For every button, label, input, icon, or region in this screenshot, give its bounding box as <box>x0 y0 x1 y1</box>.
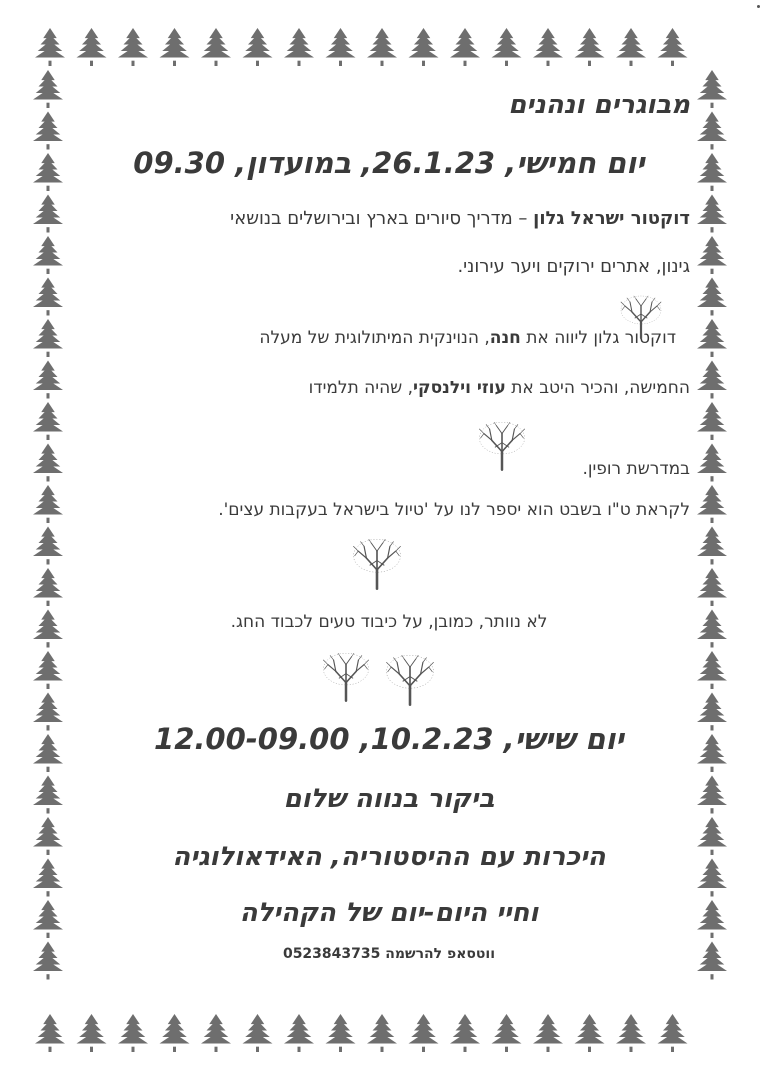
pine-tree-icon <box>697 70 727 108</box>
pine-tree-icon <box>160 1014 190 1052</box>
pine-tree-icon <box>33 776 63 814</box>
paragraph-2 <box>309 378 690 398</box>
pine-tree-icon <box>33 859 63 897</box>
pine-tree-icon <box>33 651 63 689</box>
pine-tree-icon <box>33 319 63 357</box>
bare-tree-icon <box>320 648 372 706</box>
paragraph-3: במדרשת רופין. <box>582 459 690 479</box>
pine-tree-icon <box>409 1014 439 1052</box>
pine-tree-icon <box>697 651 727 689</box>
pine-tree-icon <box>697 444 727 482</box>
pine-tree-icon <box>697 112 727 150</box>
pine-tree-icon <box>33 236 63 274</box>
bare-tree-icon <box>618 294 664 340</box>
pine-tree-icon <box>697 942 727 980</box>
pine-tree-icon <box>697 693 727 731</box>
pine-tree-icon <box>33 402 63 440</box>
pine-tree-icon <box>697 817 727 855</box>
pine-tree-icon <box>33 278 63 316</box>
pine-tree-icon <box>33 942 63 980</box>
pine-tree-icon <box>450 1014 480 1052</box>
pine-tree-icon <box>33 70 63 108</box>
bare-tree-icon <box>476 417 528 475</box>
pine-tree-icon <box>243 1014 273 1052</box>
pine-tree-icon <box>697 900 727 938</box>
pine-tree-icon <box>697 485 727 523</box>
pine-tree-icon <box>492 1014 522 1052</box>
pine-tree-icon <box>33 900 63 938</box>
pine-tree-icon <box>326 1014 356 1052</box>
pine-tree-icon <box>697 527 727 565</box>
pine-tree-icon <box>616 28 646 66</box>
paragraph-1-start: דוקטור גלון ליווה את <box>520 328 676 348</box>
pine-tree-icon <box>33 817 63 855</box>
refreshments-note: לא נוותר, כמובן, על כיבוד טעים לכבוד החג. <box>230 612 548 632</box>
pine-tree-icon <box>575 1014 605 1052</box>
paragraph-2-start: החמישה, והכיר היטב את <box>505 378 690 398</box>
pine-tree-icon <box>697 153 727 191</box>
event2-visit: ביקור בנווה שלום <box>283 784 495 814</box>
pine-tree-icon <box>697 236 727 274</box>
pine-tree-icon <box>35 28 65 66</box>
speck <box>757 5 760 8</box>
pine-tree-icon <box>575 28 605 66</box>
speaker-description-2: גינון, אתרים ירוקים ויער עירוני. <box>457 256 690 277</box>
pine-tree-icon <box>367 1014 397 1052</box>
speaker-description: – מדריך סיורים בארץ ובירושלים בנושאי <box>230 208 534 229</box>
pine-tree-icon <box>77 28 107 66</box>
pine-tree-icon <box>533 1014 563 1052</box>
pine-tree-icon <box>33 734 63 772</box>
event2-history: היכרות עם ההיסטוריה, האידאולוגיה <box>172 842 606 872</box>
pine-tree-icon <box>33 444 63 482</box>
pine-tree-icon <box>409 28 439 66</box>
pine-tree-icon <box>33 485 63 523</box>
pine-tree-icon <box>697 610 727 648</box>
pine-tree-icon <box>33 112 63 150</box>
pine-tree-icon <box>284 1014 314 1052</box>
pine-tree-icon <box>118 28 148 66</box>
pine-tree-icon <box>658 28 688 66</box>
bare-tree-icon <box>383 650 437 710</box>
pine-tree-icon <box>33 693 63 731</box>
pine-tree-icon <box>616 1014 646 1052</box>
pine-tree-icon <box>35 1014 65 1052</box>
pine-tree-icon <box>33 610 63 648</box>
pine-tree-icon <box>326 28 356 66</box>
pine-tree-icon <box>201 28 231 66</box>
pine-tree-icon <box>697 319 727 357</box>
event2-community: וחיי היום-יום של הקהילה <box>239 898 539 928</box>
pine-tree-icon <box>533 28 563 66</box>
pine-tree-icon <box>33 568 63 606</box>
pine-tree-icon <box>697 402 727 440</box>
pine-tree-icon <box>697 278 727 316</box>
pine-tree-icon <box>33 527 63 565</box>
pine-tree-icon <box>33 361 63 399</box>
event2-date: יום שישי, 10.2.23, 12.00-09.00 <box>154 722 624 756</box>
pine-tree-icon <box>33 153 63 191</box>
speaker-name: דוקטור ישראל גלון <box>533 208 690 229</box>
pine-tree-icon <box>160 28 190 66</box>
pine-tree-icon <box>697 361 727 399</box>
name-uzi: עוזי וילנסקי <box>413 378 506 398</box>
bare-tree-icon <box>350 534 404 594</box>
paragraph-1-end: , הנוינקית המיתולוגית של מעלה <box>259 328 490 348</box>
pine-tree-icon <box>201 1014 231 1052</box>
page-title: מבוגרים ונהנים <box>508 90 690 120</box>
speaker-intro <box>230 208 690 229</box>
pine-tree-icon <box>367 28 397 66</box>
pine-tree-icon <box>450 28 480 66</box>
paragraph-2-end: , שהיה תלמידו <box>308 378 414 398</box>
event1-date: יום חמישי, 26.1.23, במועדון, 09.30 <box>133 146 645 180</box>
whatsapp-registration <box>88 946 690 962</box>
paragraph-4: לקראת ט"ו בשבט הוא יספר לנו על 'טיול בישראל בעקבות עצים'. <box>218 500 690 520</box>
pine-tree-icon <box>492 28 522 66</box>
pine-tree-icon <box>77 1014 107 1052</box>
pine-tree-icon <box>697 195 727 233</box>
pine-tree-icon <box>118 1014 148 1052</box>
pine-tree-icon <box>33 195 63 233</box>
paragraph-1 <box>259 328 676 348</box>
pine-tree-icon <box>697 859 727 897</box>
name-hana: חנה <box>489 328 521 348</box>
pine-tree-icon <box>697 734 727 772</box>
whatsapp-label: ווטסאפ להרשמה <box>385 946 496 962</box>
pine-tree-icon <box>284 28 314 66</box>
pine-tree-icon <box>697 568 727 606</box>
whatsapp-number: 0523843735 <box>282 946 381 962</box>
pine-tree-icon <box>658 1014 688 1052</box>
pine-tree-icon <box>243 28 273 66</box>
pine-tree-icon <box>697 776 727 814</box>
